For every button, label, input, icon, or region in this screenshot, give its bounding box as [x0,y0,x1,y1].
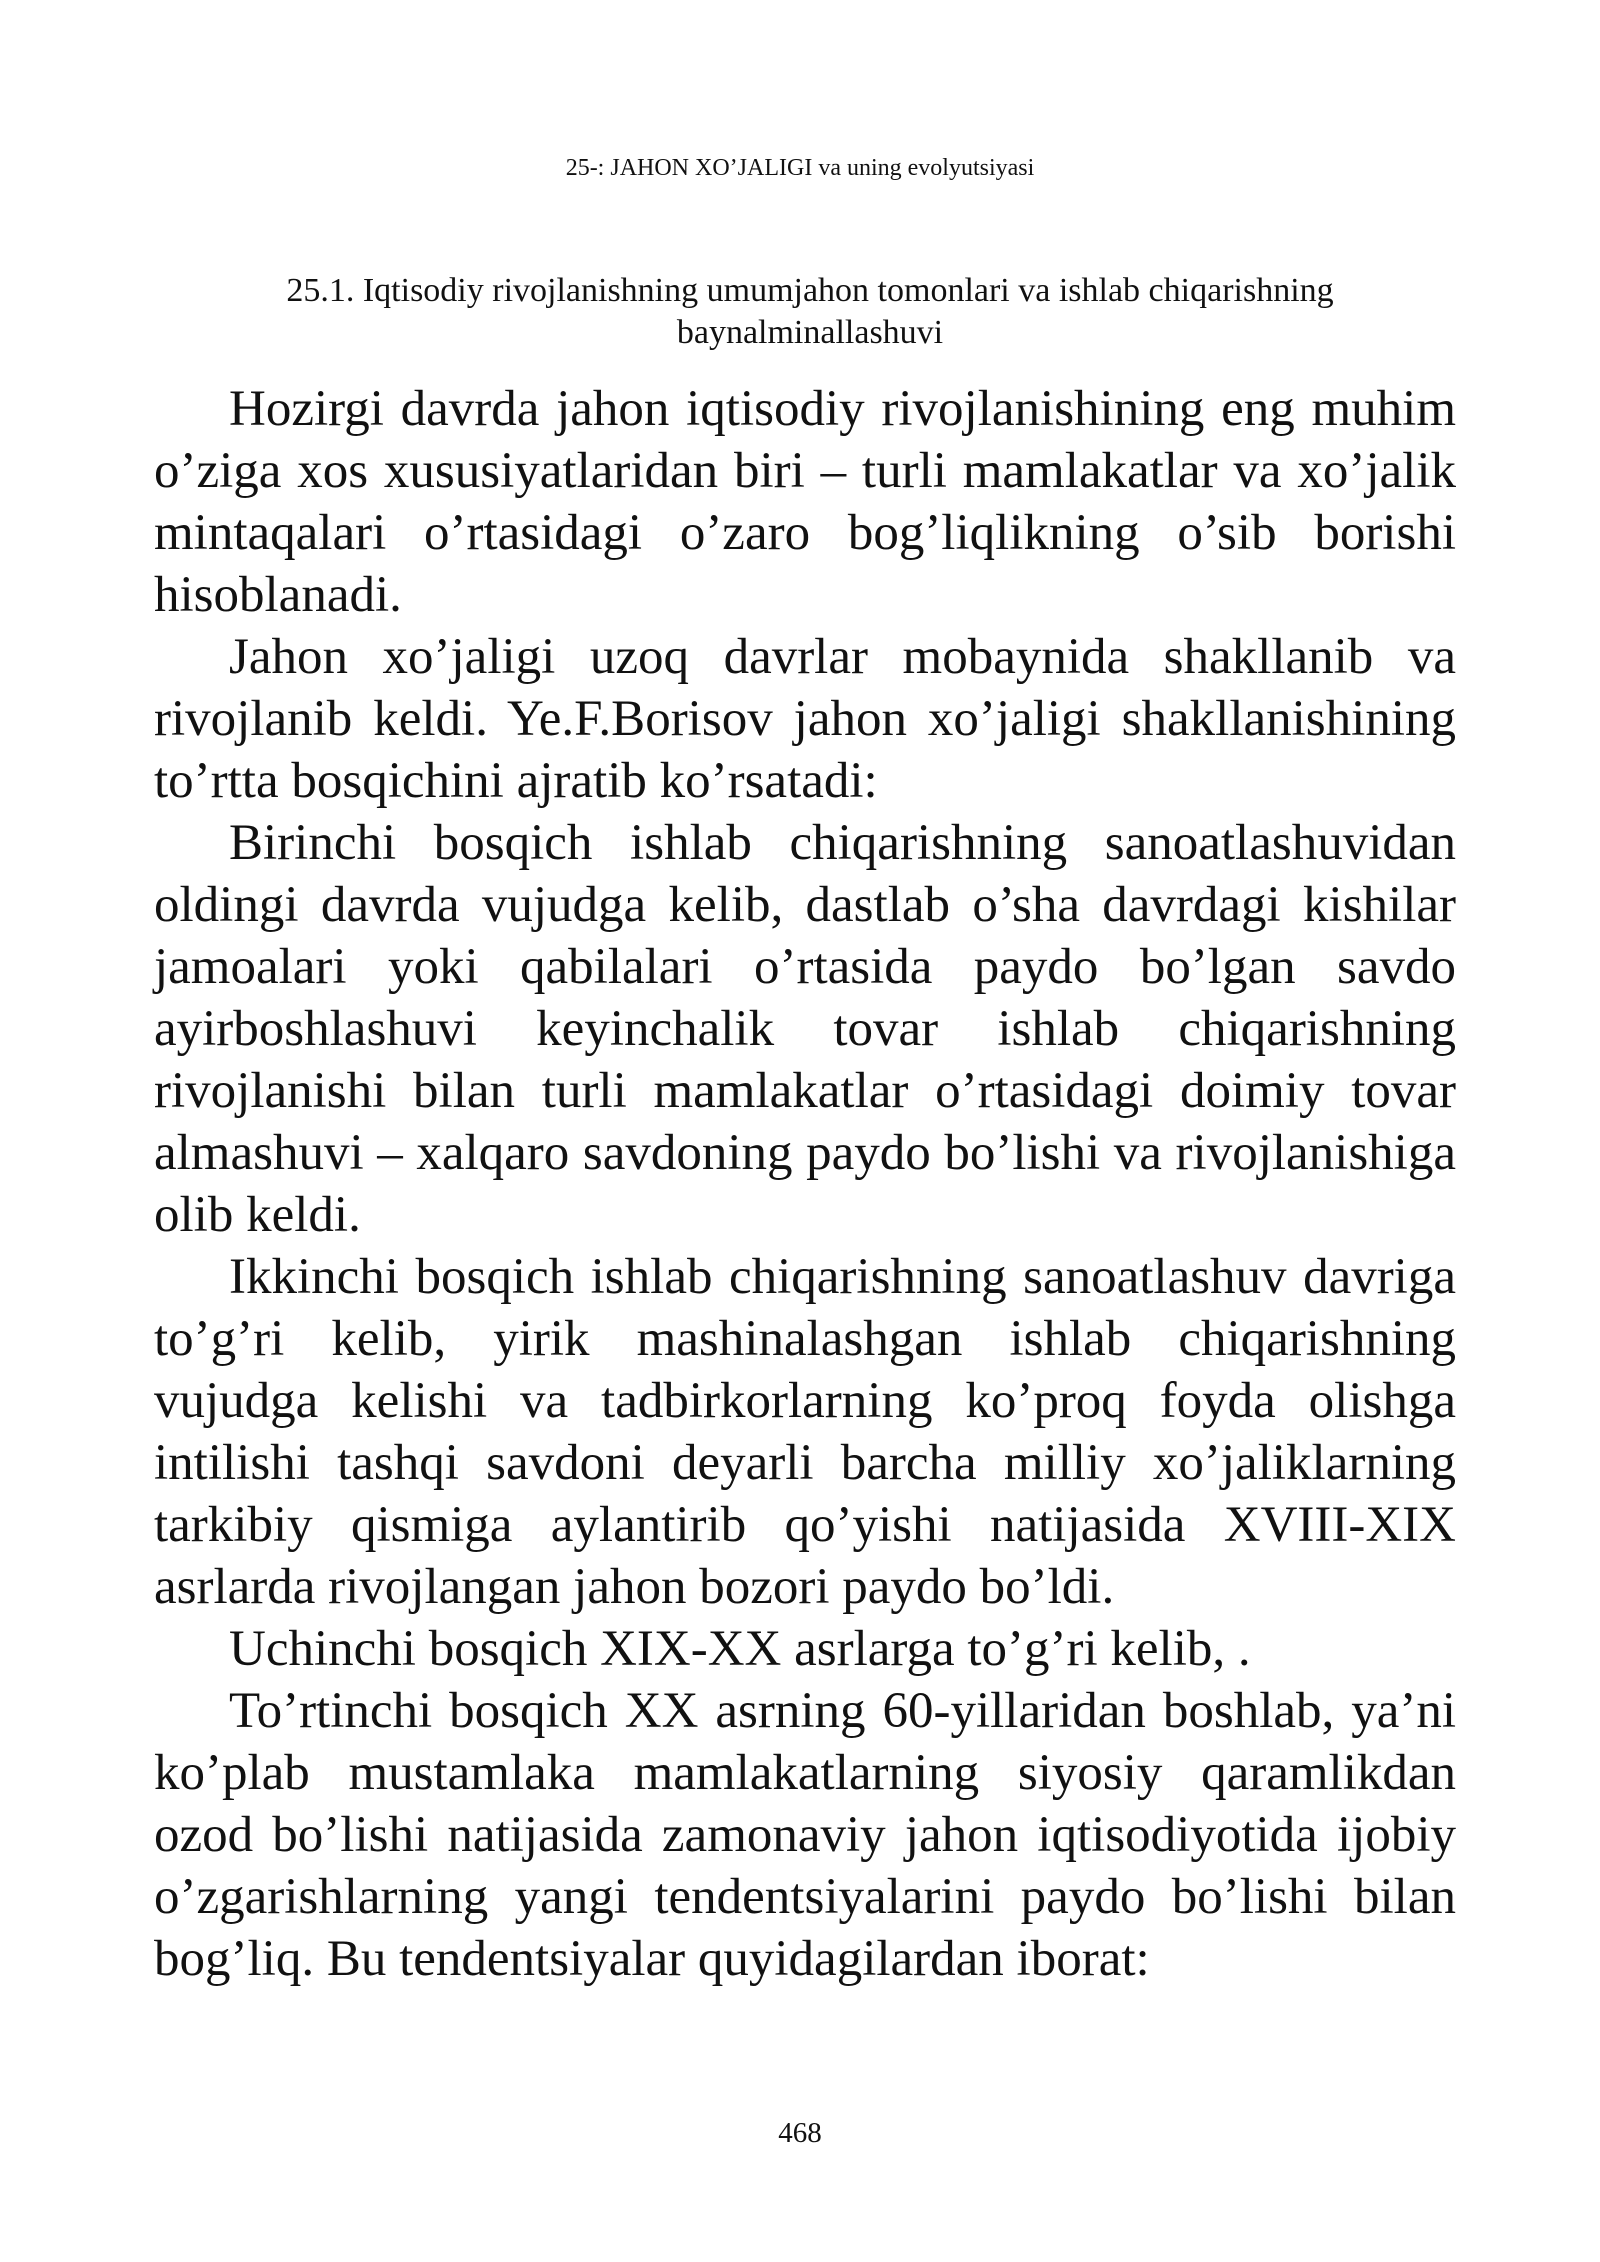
running-header: 25-: JAHON XO’JALIGI va uning evolyutsiyasi [565,155,1035,181]
paragraph-stage-four: To’rtinchi bosqich XX asrning 60-yillaridan boshlab, ya’ni ko’plab mustamlaka mamlakatlarning siyosiy qaramlikdan ozod bo’lishi natijasida zamonaviy jahon iqtisodiyotida ijobiy o’zgarishlarning yangi tendentsiyalarini paydo bo’lishi bilan bog’liq. Bu tendentsiyalar quyidagilardan iborat: [154,1683,1456,1987]
paragraph-world-economy: Jahon xo’jaligi uzoq davrlar mobaynida shakllanib va rivojlanib keldi. Ye.F.Borisov jahon xo’jaligi shakllanishining to’rtta bosqichini ajratib ko’rsatadi: [154,629,1456,809]
page-number: 468 [778,2117,822,2149]
paragraph-stage-three: Uchinchi bosqich XIX-XX asrlarga to’g’ri kelib, . [229,1621,1251,1677]
section-heading: 25.1. Iqtisodiy rivojlanishning umumjahon tomonlari va ishlab chiqarishning baynalminallashuvi [286,272,1334,351]
paragraph-intro: Hozirgi davrda jahon iqtisodiy rivojlanishining eng muhim o’ziga xos xususiyatlaridan biri – turli mamlakatlar va xo’jalik mintaqalari o’rtasidagi o’zaro bog’liqlikning o’sib borishi hisoblanadi. [154,381,1456,623]
paragraph-stage-two: Ikkinchi bosqich ishlab chiqarishning sanoatlashuv davriga to’g’ri kelib, yirik mashinalashgan ishlab chiqarishning vujudga kelishi va tadbirkorlarning ko’proq foyda olishga intilishi tashqi savdoni deyarli barcha milliy xo’jaliklarning tarkibiy qismiga aylantirib qo’yishi natijasida XVIII-XIX asrlarda rivojlangan jahon bozori paydo bo’ldi. [154,1249,1456,1615]
body-text [154,378,1456,1990]
paragraph-stage-one: Birinchi bosqich ishlab chiqarishning sanoatlashuvidan oldingi davrda vujudga kelib, dastlab o’sha davrdagi kishilar jamoalari yoki qabilalari o’rtasida paydo bo’lgan savdo ayirboshlashuvi keyinchalik tovar ishlab chiqarishning rivojlanishi bilan turli mamlakatlar o’rtasidagi doimiy tovar almashuvi – xalqaro savdoning paydo bo’lishi va rivojlanishiga olib keldi. [154,815,1456,1243]
